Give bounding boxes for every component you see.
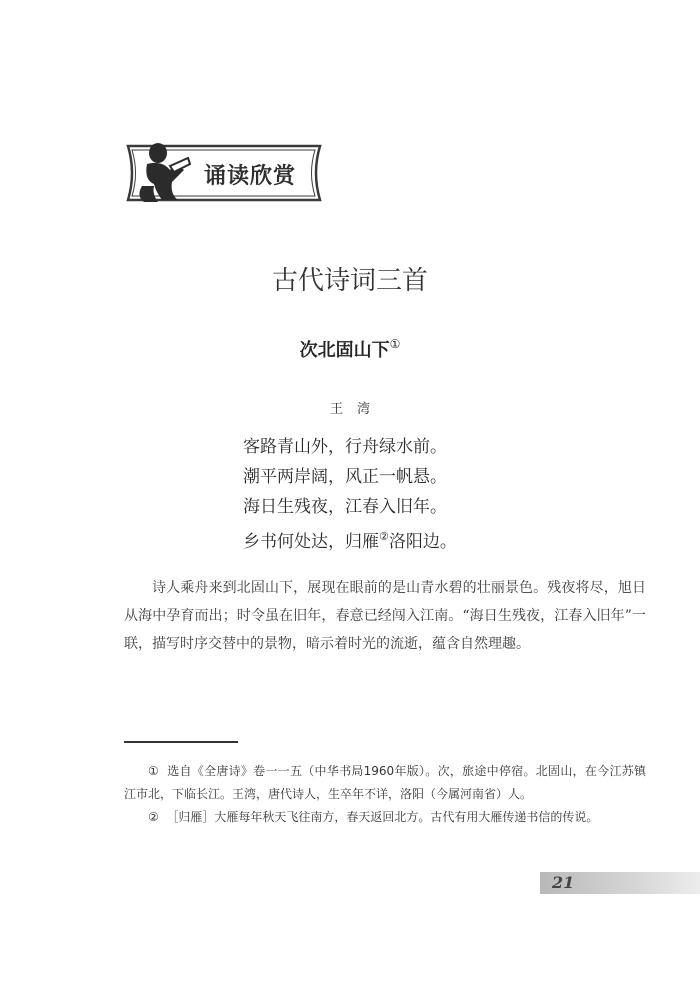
- note-mark: ②: [379, 530, 389, 543]
- footnote-text: ［归雁］大雁每年秋天飞往南方，春天返回北方。古代有用大雁传递书信的传说。: [166, 810, 599, 824]
- appreciation-text: 诗人乘舟来到北固山下，展现在眼前的是山青水碧的壮丽景色。残夜将尽，旭日从海中孕育而出；时令虽在旧年，春意已经闯入江南。“海日生残夜，江春入旧年”一联，描写时序交替中的景物，暗示着时光的流逝，蕴含自然理趣。: [124, 580, 646, 652]
- main-title: 古代诗词三首: [271, 266, 428, 296]
- footnote-divider: [124, 741, 238, 743]
- footnote-mark: ①: [148, 764, 160, 778]
- footnote: [124, 760, 646, 806]
- footnotes: [124, 760, 646, 829]
- page-number-bar: [540, 872, 700, 894]
- reading-figure-icon: [130, 140, 196, 206]
- appreciation-paragraph: [124, 574, 646, 658]
- poem-line: 海日生残夜，江春入旧年。: [243, 497, 447, 517]
- poem-title-note-mark: ①: [389, 337, 401, 351]
- poem-title-text: 次北固山下: [299, 340, 390, 361]
- poem-body: [243, 432, 457, 557]
- page-number: 21: [552, 873, 575, 892]
- footnote: [124, 806, 646, 829]
- poem-line: 潮平两岸阔，风正一帆悬。: [243, 467, 447, 487]
- poem-title: [0, 336, 700, 362]
- footnote-mark: ②: [148, 810, 159, 824]
- section-banner: [122, 140, 326, 206]
- footnote-text: 选自《全唐诗》卷一一五（中华书局1960年版）。次，旅途中停宿。北固山，在今江苏镇江市北，下临长江。王湾，唐代诗人，生卒年不详，洛阳（今属河南省）人。: [124, 764, 646, 801]
- poem-line: 乡书何处达，归雁②洛阳边。: [243, 530, 457, 552]
- poem-author: 王湾: [329, 402, 384, 417]
- section-banner-label: 诵读欣赏: [204, 164, 297, 189]
- poem-line: 客路青山外，行舟绿水前。: [243, 437, 447, 457]
